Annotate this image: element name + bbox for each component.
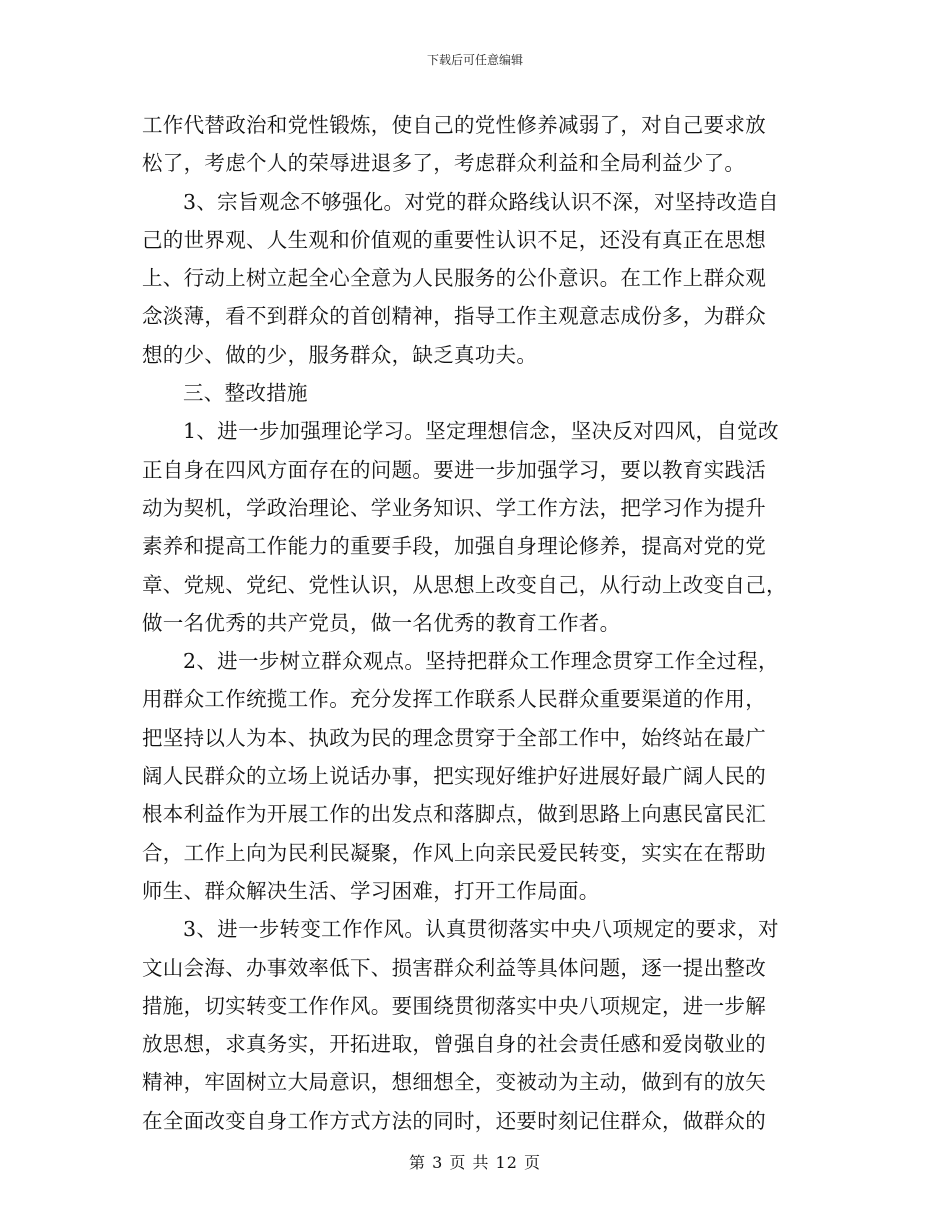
text-line: 措施，切实转变工作作风。要围绕贯彻落实中央八项规定，进一步解 xyxy=(142,993,766,1018)
text-line: 章、党规、党纪、党性认识，从思想上改变自己，从行动上改变自己， xyxy=(142,572,787,597)
text-line: 3、进一步转变工作作风。认真贯彻落实中央八项规定的要求，对 xyxy=(183,917,779,942)
text-line: 上、行动上树立起全心全意为人民服务的公仆意识。在工作上群众观 xyxy=(142,266,766,291)
text-line: 己的世界观、人生观和价值观的重要性认识不足，还没有真正在思想 xyxy=(142,227,766,252)
text-line: 做一名优秀的共产党员，做一名优秀的教育工作者。 xyxy=(142,610,621,635)
text-line: 三、整改措施 xyxy=(183,381,308,406)
text-line: 放思想，求真务实，开拓进取，曾强自身的社会责任感和爱岗敬业的 xyxy=(142,1032,766,1057)
text-line: 念淡薄，看不到群众的首创精神，指导工作主观意志成份多，为群众 xyxy=(142,304,766,329)
page-header: 下载后可任意编辑 xyxy=(426,53,523,67)
text-line: 合，工作上向为民利民凝聚，作风上向亲民爱民转变，实实在在帮助 xyxy=(142,840,766,865)
text-line: 阔人民群众的立场上说话办事，把实现好维护好进展好最广阔人民的 xyxy=(142,764,766,789)
text-line: 精神，牢固树立大局意识，想细想全，变被动为主动，做到有的放矢 xyxy=(142,1070,766,1095)
text-line: 动为契机，学政治理论、学业务知识、学工作方法，把学习作为提升 xyxy=(142,495,766,520)
text-line: 想的少、做的少，服务群众，缺乏真功夫。 xyxy=(142,342,538,367)
text-line: 松了，考虑个人的荣辱进退多了，考虑群众利益和全局利益少了。 xyxy=(142,151,746,176)
text-line: 师生、群众解决生活、学习困难，打开工作局面。 xyxy=(142,878,600,903)
text-line: 把坚持以人为本、执政为民的理念贯穿于全部工作中，始终站在最广 xyxy=(142,725,766,750)
text-line: 1、进一步加强理论学习。坚定理想信念，坚决反对四风，自觉改 xyxy=(183,419,779,444)
text-line: 用群众工作统揽工作。充分发挥工作联系人民群众重要渠道的作用， xyxy=(142,687,766,712)
text-line: 3、宗旨观念不够强化。对党的群众路线认识不深，对坚持改造自 xyxy=(183,189,779,214)
text-line: 在全面改变自身工作方式方法的同时，还要时刻记住群众，做群众的 xyxy=(142,1108,766,1133)
text-line: 正自身在四风方面存在的问题。要进一步加强学习，要以教育实践活 xyxy=(142,457,766,482)
text-line: 2、进一步树立群众观点。坚持把群众工作理念贯穿工作全过程， xyxy=(183,649,779,674)
text-line: 根本利益作为开展工作的出发点和落脚点，做到思路上向惠民富民汇 xyxy=(142,802,766,827)
text-line: 工作代替政治和党性锻炼，使自己的党性修养减弱了，对自己要求放 xyxy=(142,113,766,137)
page-footer: 第 3 页 共 12 页 xyxy=(409,1153,541,1172)
document-body xyxy=(142,106,814,1140)
text-line: 素养和提高工作能力的重要手段，加强自身理论修养，提高对党的党 xyxy=(142,534,766,559)
text-line: 文山会海、办事效率低下、损害群众利益等具体问题，逐一提出整改 xyxy=(142,955,766,980)
